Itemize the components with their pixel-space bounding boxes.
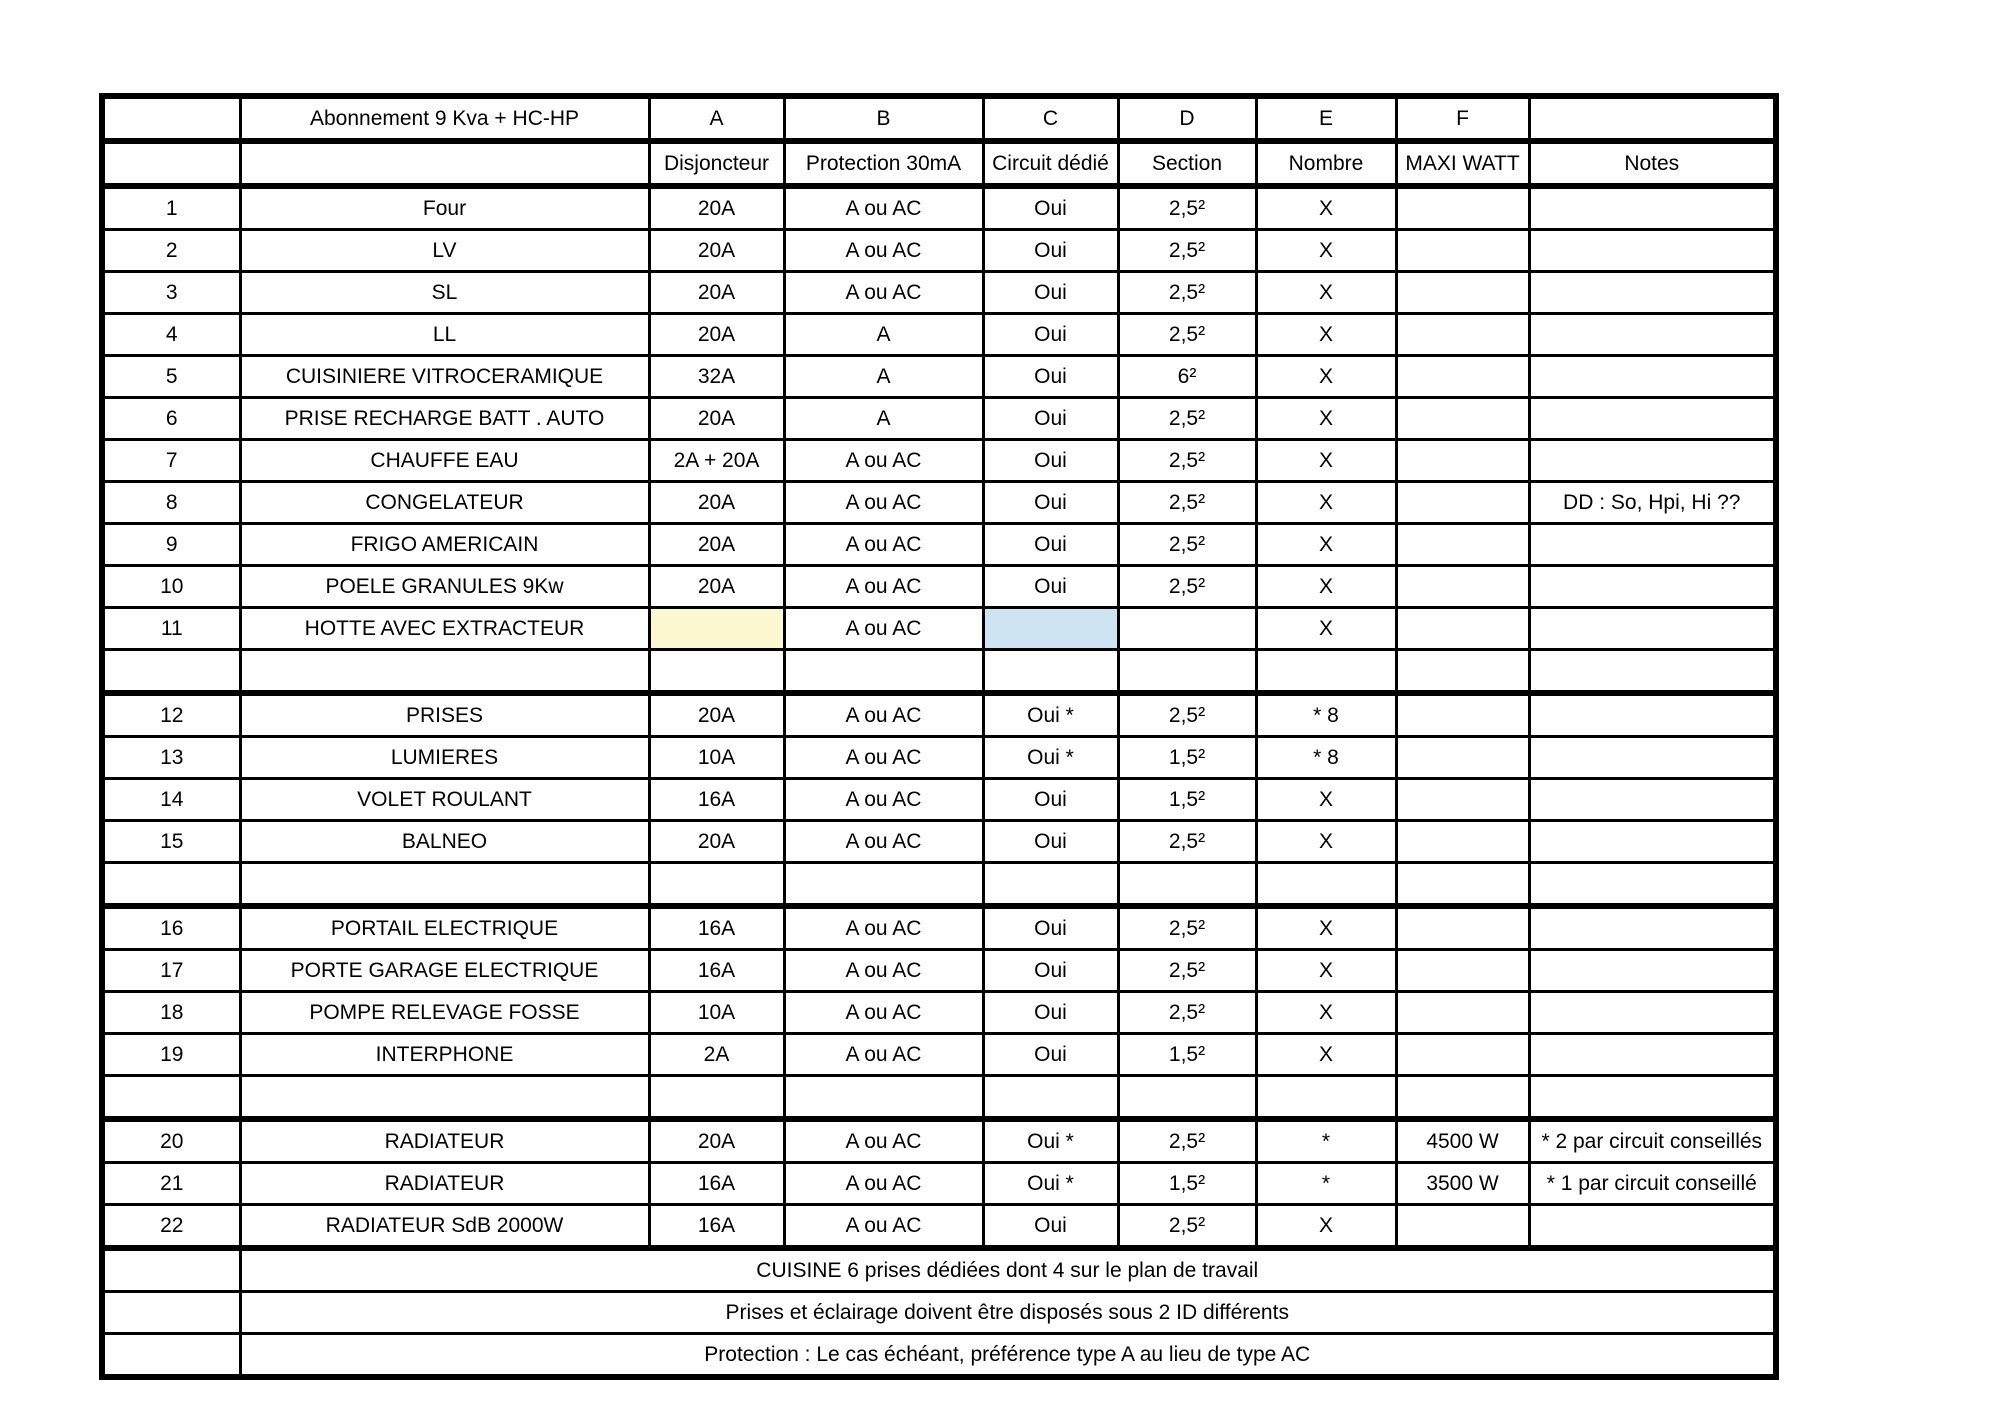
- cell-disjoncteur: 20A: [649, 482, 784, 524]
- cell-section: 2,5²: [1118, 950, 1256, 992]
- cell-maxi-watt: [1396, 272, 1529, 314]
- cell-row-number: 2: [102, 230, 240, 272]
- cell-appliance-label: POELE GRANULES 9Kw: [240, 566, 649, 608]
- cell-notes: [1529, 821, 1776, 863]
- cell-notes: [1529, 906, 1776, 950]
- cell-nombre: X: [1256, 608, 1396, 650]
- corner-cell: [102, 96, 240, 141]
- cell-notes: [1529, 737, 1776, 779]
- cell-row-number: 3: [102, 272, 240, 314]
- table-row: [102, 906, 1776, 950]
- header-empty-label: [240, 141, 649, 186]
- cell-circuit-dedie: Oui: [983, 906, 1118, 950]
- cell-protection: A: [784, 314, 983, 356]
- table-row: [102, 524, 1776, 566]
- cell-maxi-watt: [1396, 906, 1529, 950]
- highlight-yellow-cell: [649, 608, 784, 650]
- title-row-notes-cell: [1529, 96, 1776, 141]
- cell-section: [1118, 608, 1256, 650]
- cell-appliance-label: INTERPHONE: [240, 1034, 649, 1076]
- header-empty-num: [102, 141, 240, 186]
- cell-section: 2,5²: [1118, 1205, 1256, 1249]
- cell-protection: A: [784, 356, 983, 398]
- cell-appliance-label: VOLET ROULANT: [240, 779, 649, 821]
- cell-maxi-watt: [1396, 482, 1529, 524]
- cell-notes: [1529, 356, 1776, 398]
- spacer-cell: [983, 863, 1118, 907]
- cell-section: 2,5²: [1118, 186, 1256, 230]
- cell-row-number: 9: [102, 524, 240, 566]
- cell-disjoncteur: 20A: [649, 524, 784, 566]
- cell-row-number: 4: [102, 314, 240, 356]
- cell-protection: A ou AC: [784, 1034, 983, 1076]
- cell-section: 2,5²: [1118, 524, 1256, 566]
- cell-disjoncteur: 16A: [649, 906, 784, 950]
- cell-maxi-watt: [1396, 950, 1529, 992]
- cell-notes: [1529, 950, 1776, 992]
- cell-row-number: 7: [102, 440, 240, 482]
- table-row: [102, 314, 1776, 356]
- table-row: [102, 398, 1776, 440]
- cell-maxi-watt: [1396, 356, 1529, 398]
- cell-appliance-label: LUMIERES: [240, 737, 649, 779]
- cell-section: 2,5²: [1118, 906, 1256, 950]
- cell-notes: [1529, 186, 1776, 230]
- cell-appliance-label: HOTTE AVEC EXTRACTEUR: [240, 608, 649, 650]
- cell-protection: A ou AC: [784, 608, 983, 650]
- cell-maxi-watt: [1396, 314, 1529, 356]
- cell-notes: [1529, 440, 1776, 482]
- cell-disjoncteur: 16A: [649, 1163, 784, 1205]
- cell-section: 1,5²: [1118, 1163, 1256, 1205]
- spacer-cell: [1118, 1076, 1256, 1120]
- spacer-cell: [102, 863, 240, 907]
- cell-section: 2,5²: [1118, 314, 1256, 356]
- col-letter-e: E: [1256, 96, 1396, 141]
- header-circuit-dedie: Circuit dédié: [983, 141, 1118, 186]
- cell-nombre: X: [1256, 314, 1396, 356]
- cell-circuit-dedie: Oui *: [983, 1119, 1118, 1163]
- cell-disjoncteur: 16A: [649, 779, 784, 821]
- cell-appliance-label: SL: [240, 272, 649, 314]
- cell-section: 1,5²: [1118, 1034, 1256, 1076]
- header-maxi-watt: MAXI WATT: [1396, 141, 1529, 186]
- cell-protection: A ou AC: [784, 272, 983, 314]
- cell-disjoncteur: 32A: [649, 356, 784, 398]
- cell-notes: [1529, 1205, 1776, 1249]
- cell-row-number: 11: [102, 608, 240, 650]
- cell-protection: A ou AC: [784, 779, 983, 821]
- cell-disjoncteur: 20A: [649, 1119, 784, 1163]
- cell-section: 2,5²: [1118, 440, 1256, 482]
- cell-maxi-watt: [1396, 566, 1529, 608]
- cell-section: 1,5²: [1118, 779, 1256, 821]
- cell-section: 2,5²: [1118, 992, 1256, 1034]
- spacer-cell: [1118, 650, 1256, 694]
- cell-nombre: X: [1256, 779, 1396, 821]
- cell-nombre: X: [1256, 230, 1396, 272]
- cell-protection: A ou AC: [784, 566, 983, 608]
- cell-disjoncteur: 20A: [649, 272, 784, 314]
- cell-maxi-watt: [1396, 693, 1529, 737]
- table-row: [102, 1034, 1776, 1076]
- cell-disjoncteur: 10A: [649, 737, 784, 779]
- col-letter-a: A: [649, 96, 784, 141]
- spacer-cell: [1529, 863, 1776, 907]
- cell-appliance-label: RADIATEUR: [240, 1163, 649, 1205]
- cell-row-number: 6: [102, 398, 240, 440]
- cell-protection: A ou AC: [784, 737, 983, 779]
- cell-row-number: 15: [102, 821, 240, 863]
- cell-disjoncteur: 20A: [649, 186, 784, 230]
- header-notes: Notes: [1529, 141, 1776, 186]
- footnote-empty-num: [102, 1292, 240, 1334]
- cell-protection: A ou AC: [784, 1119, 983, 1163]
- cell-protection: A ou AC: [784, 230, 983, 272]
- spacer-cell: [1396, 1076, 1529, 1120]
- cell-row-number: 5: [102, 356, 240, 398]
- cell-nombre: * 8: [1256, 737, 1396, 779]
- cell-disjoncteur: 20A: [649, 230, 784, 272]
- cell-notes: [1529, 779, 1776, 821]
- spacer-cell: [784, 863, 983, 907]
- table-row: [102, 779, 1776, 821]
- cell-row-number: 13: [102, 737, 240, 779]
- cell-nombre: X: [1256, 566, 1396, 608]
- table-row: [102, 608, 1776, 650]
- cell-circuit-dedie: Oui: [983, 314, 1118, 356]
- spacer-cell: [1118, 863, 1256, 907]
- cell-row-number: 18: [102, 992, 240, 1034]
- cell-row-number: 14: [102, 779, 240, 821]
- cell-disjoncteur: 10A: [649, 992, 784, 1034]
- cell-protection: A ou AC: [784, 1163, 983, 1205]
- table-row: [102, 272, 1776, 314]
- cell-maxi-watt: [1396, 779, 1529, 821]
- cell-appliance-label: BALNEO: [240, 821, 649, 863]
- cell-protection: A ou AC: [784, 950, 983, 992]
- cell-disjoncteur: 16A: [649, 1205, 784, 1249]
- cell-nombre: X: [1256, 356, 1396, 398]
- cell-appliance-label: POMPE RELEVAGE FOSSE: [240, 992, 649, 1034]
- cell-nombre: *: [1256, 1119, 1396, 1163]
- cell-maxi-watt: [1396, 440, 1529, 482]
- footnote-text: CUISINE 6 prises dédiées dont 4 sur le plan de travail: [240, 1248, 1776, 1292]
- col-letter-b: B: [784, 96, 983, 141]
- cell-circuit-dedie: Oui: [983, 1034, 1118, 1076]
- cell-section: 2,5²: [1118, 566, 1256, 608]
- cell-section: 1,5²: [1118, 737, 1256, 779]
- table-row: [102, 566, 1776, 608]
- cell-maxi-watt: [1396, 1205, 1529, 1249]
- cell-section: 2,5²: [1118, 230, 1256, 272]
- cell-notes: DD : So, Hpi, Hi ??: [1529, 482, 1776, 524]
- spacer-cell: [983, 650, 1118, 694]
- cell-row-number: 8: [102, 482, 240, 524]
- cell-disjoncteur: 16A: [649, 950, 784, 992]
- cell-row-number: 21: [102, 1163, 240, 1205]
- cell-protection: A ou AC: [784, 992, 983, 1034]
- spacer-cell: [1256, 1076, 1396, 1120]
- spacer-cell: [784, 650, 983, 694]
- cell-appliance-label: CONGELATEUR: [240, 482, 649, 524]
- spacer-row: [102, 650, 1776, 694]
- cell-protection: A ou AC: [784, 1205, 983, 1249]
- cell-nombre: X: [1256, 272, 1396, 314]
- table-row: [102, 356, 1776, 398]
- cell-disjoncteur: 20A: [649, 821, 784, 863]
- cell-notes: [1529, 272, 1776, 314]
- cell-circuit-dedie: Oui: [983, 992, 1118, 1034]
- cell-nombre: X: [1256, 524, 1396, 566]
- table-row: [102, 440, 1776, 482]
- cell-circuit-dedie: Oui: [983, 272, 1118, 314]
- cell-maxi-watt: [1396, 398, 1529, 440]
- spreadsheet-page: [99, 93, 1779, 1380]
- header-row: [102, 141, 1776, 186]
- cell-appliance-label: CUISINIERE VITROCERAMIQUE: [240, 356, 649, 398]
- cell-row-number: 1: [102, 186, 240, 230]
- cell-maxi-watt: [1396, 992, 1529, 1034]
- cell-maxi-watt: [1396, 821, 1529, 863]
- cell-disjoncteur: 20A: [649, 398, 784, 440]
- footnote-row: [102, 1292, 1776, 1334]
- cell-appliance-label: RADIATEUR: [240, 1119, 649, 1163]
- spacer-cell: [240, 863, 649, 907]
- spacer-cell: [240, 1076, 649, 1120]
- cell-appliance-label: CHAUFFE EAU: [240, 440, 649, 482]
- cell-appliance-label: PRISE RECHARGE BATT . AUTO: [240, 398, 649, 440]
- cell-protection: A: [784, 398, 983, 440]
- cell-appliance-label: LL: [240, 314, 649, 356]
- cell-circuit-dedie: Oui: [983, 821, 1118, 863]
- cell-circuit-dedie: Oui: [983, 566, 1118, 608]
- cell-appliance-label: PRISES: [240, 693, 649, 737]
- title-row: [102, 96, 1776, 141]
- cell-notes: [1529, 230, 1776, 272]
- circuit-table-head: [102, 96, 1776, 186]
- spacer-row: [102, 1076, 1776, 1120]
- cell-section: 6²: [1118, 356, 1256, 398]
- cell-circuit-dedie: Oui *: [983, 693, 1118, 737]
- cell-section: 2,5²: [1118, 398, 1256, 440]
- table-row: [102, 693, 1776, 737]
- cell-section: 2,5²: [1118, 272, 1256, 314]
- cell-circuit-dedie: Oui: [983, 950, 1118, 992]
- cell-row-number: 20: [102, 1119, 240, 1163]
- spacer-cell: [983, 1076, 1118, 1120]
- table-row: [102, 992, 1776, 1034]
- cell-disjoncteur: 2A: [649, 1034, 784, 1076]
- cell-maxi-watt: [1396, 1034, 1529, 1076]
- cell-protection: A ou AC: [784, 524, 983, 566]
- footnote-text: Protection : Le cas échéant, préférence type A au lieu de type AC: [240, 1334, 1776, 1378]
- cell-circuit-dedie: Oui: [983, 230, 1118, 272]
- table-row: [102, 821, 1776, 863]
- spacer-cell: [1396, 650, 1529, 694]
- cell-row-number: 22: [102, 1205, 240, 1249]
- cell-appliance-label: Four: [240, 186, 649, 230]
- cell-nombre: X: [1256, 821, 1396, 863]
- cell-protection: A ou AC: [784, 821, 983, 863]
- footnote-empty-num: [102, 1334, 240, 1378]
- cell-nombre: X: [1256, 992, 1396, 1034]
- table-row: [102, 1163, 1776, 1205]
- cell-appliance-label: LV: [240, 230, 649, 272]
- cell-circuit-dedie: Oui: [983, 398, 1118, 440]
- cell-notes: [1529, 992, 1776, 1034]
- cell-circuit-dedie: Oui *: [983, 737, 1118, 779]
- table-row: [102, 482, 1776, 524]
- footnote-text: Prises et éclairage doivent être disposés sous 2 ID différents: [240, 1292, 1776, 1334]
- cell-protection: A ou AC: [784, 482, 983, 524]
- spacer-cell: [102, 1076, 240, 1120]
- cell-row-number: 16: [102, 906, 240, 950]
- table-title: Abonnement 9 Kva + HC-HP: [240, 96, 649, 141]
- col-letter-d: D: [1118, 96, 1256, 141]
- spacer-cell: [649, 863, 784, 907]
- spacer-cell: [1529, 650, 1776, 694]
- col-letter-f: F: [1396, 96, 1529, 141]
- spacer-cell: [784, 1076, 983, 1120]
- spacer-cell: [649, 1076, 784, 1120]
- footnote-row: [102, 1334, 1776, 1378]
- footnote-row: [102, 1248, 1776, 1292]
- cell-notes: [1529, 608, 1776, 650]
- circuit-table-body: [102, 186, 1776, 1377]
- cell-protection: A ou AC: [784, 906, 983, 950]
- cell-disjoncteur: 20A: [649, 693, 784, 737]
- table-row: [102, 230, 1776, 272]
- cell-appliance-label: FRIGO AMERICAIN: [240, 524, 649, 566]
- cell-maxi-watt: [1396, 230, 1529, 272]
- cell-row-number: 17: [102, 950, 240, 992]
- cell-protection: A ou AC: [784, 440, 983, 482]
- cell-circuit-dedie: Oui: [983, 356, 1118, 398]
- spacer-cell: [240, 650, 649, 694]
- cell-circuit-dedie: Oui: [983, 524, 1118, 566]
- cell-row-number: 10: [102, 566, 240, 608]
- table-row: [102, 737, 1776, 779]
- cell-protection: A ou AC: [784, 186, 983, 230]
- cell-disjoncteur: 2A + 20A: [649, 440, 784, 482]
- footnote-empty-num: [102, 1248, 240, 1292]
- spacer-cell: [1256, 650, 1396, 694]
- table-row: [102, 1119, 1776, 1163]
- cell-maxi-watt: 4500 W: [1396, 1119, 1529, 1163]
- cell-row-number: 19: [102, 1034, 240, 1076]
- cell-maxi-watt: [1396, 608, 1529, 650]
- cell-maxi-watt: [1396, 524, 1529, 566]
- cell-circuit-dedie: Oui: [983, 779, 1118, 821]
- spacer-cell: [102, 650, 240, 694]
- spacer-cell: [649, 650, 784, 694]
- header-disjoncteur: Disjoncteur: [649, 141, 784, 186]
- header-protection: Protection 30mA: [784, 141, 983, 186]
- spacer-row: [102, 863, 1776, 907]
- cell-notes: [1529, 1034, 1776, 1076]
- cell-circuit-dedie: Oui *: [983, 1163, 1118, 1205]
- cell-appliance-label: PORTAIL ELECTRIQUE: [240, 906, 649, 950]
- cell-circuit-dedie: Oui: [983, 440, 1118, 482]
- table-row: [102, 186, 1776, 230]
- cell-nombre: X: [1256, 440, 1396, 482]
- cell-notes: * 1 par circuit conseillé: [1529, 1163, 1776, 1205]
- spacer-cell: [1256, 863, 1396, 907]
- cell-notes: [1529, 693, 1776, 737]
- cell-circuit-dedie: Oui: [983, 186, 1118, 230]
- cell-nombre: X: [1256, 1205, 1396, 1249]
- cell-nombre: *: [1256, 1163, 1396, 1205]
- table-row: [102, 950, 1776, 992]
- cell-section: 2,5²: [1118, 693, 1256, 737]
- cell-section: 2,5²: [1118, 1119, 1256, 1163]
- cell-maxi-watt: [1396, 737, 1529, 779]
- cell-appliance-label: PORTE GARAGE ELECTRIQUE: [240, 950, 649, 992]
- cell-notes: [1529, 314, 1776, 356]
- cell-nombre: X: [1256, 186, 1396, 230]
- table-row: [102, 1205, 1776, 1249]
- cell-notes: [1529, 566, 1776, 608]
- cell-section: 2,5²: [1118, 482, 1256, 524]
- highlight-blue-cell: [983, 608, 1118, 650]
- cell-nombre: X: [1256, 1034, 1396, 1076]
- cell-nombre: X: [1256, 398, 1396, 440]
- cell-disjoncteur: 20A: [649, 566, 784, 608]
- cell-protection: A ou AC: [784, 693, 983, 737]
- cell-notes: [1529, 398, 1776, 440]
- spacer-cell: [1396, 863, 1529, 907]
- cell-nombre: X: [1256, 950, 1396, 992]
- cell-nombre: X: [1256, 482, 1396, 524]
- circuit-table: [99, 93, 1779, 1380]
- cell-maxi-watt: [1396, 186, 1529, 230]
- cell-maxi-watt: 3500 W: [1396, 1163, 1529, 1205]
- header-nombre: Nombre: [1256, 141, 1396, 186]
- cell-row-number: 12: [102, 693, 240, 737]
- cell-disjoncteur: 20A: [649, 314, 784, 356]
- spacer-cell: [1529, 1076, 1776, 1120]
- cell-circuit-dedie: Oui: [983, 482, 1118, 524]
- cell-nombre: * 8: [1256, 693, 1396, 737]
- cell-nombre: X: [1256, 906, 1396, 950]
- cell-notes: [1529, 524, 1776, 566]
- cell-circuit-dedie: Oui: [983, 1205, 1118, 1249]
- cell-appliance-label: RADIATEUR SdB 2000W: [240, 1205, 649, 1249]
- cell-notes: * 2 par circuit conseillés: [1529, 1119, 1776, 1163]
- col-letter-c: C: [983, 96, 1118, 141]
- header-section: Section: [1118, 141, 1256, 186]
- cell-section: 2,5²: [1118, 821, 1256, 863]
